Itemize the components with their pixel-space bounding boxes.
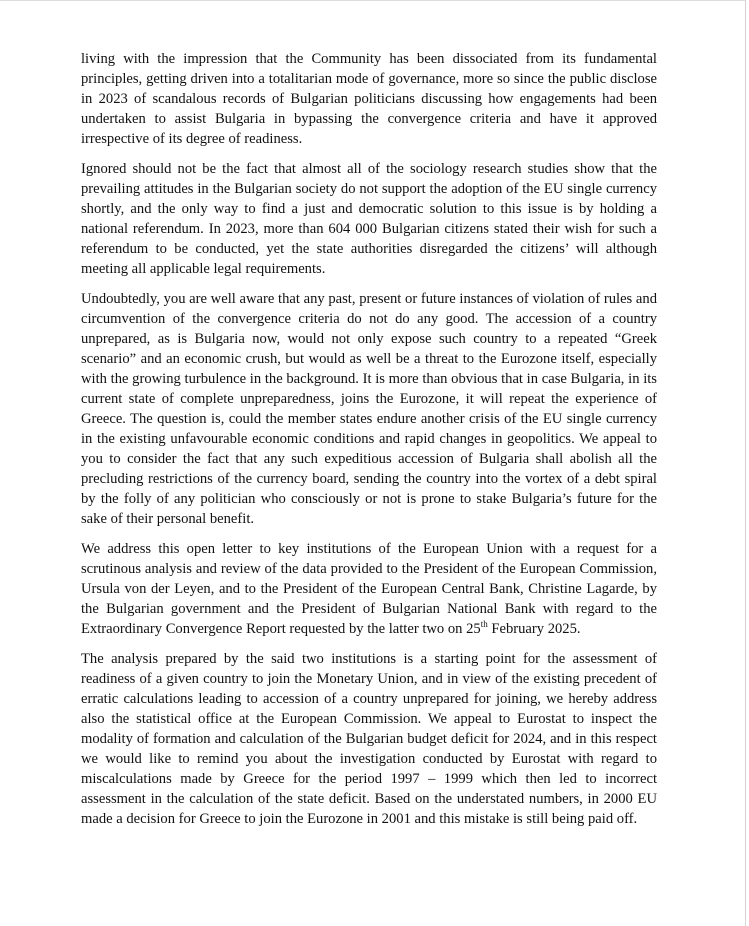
document-body — [81, 49, 657, 839]
paragraph-text: February 2025. — [487, 621, 581, 637]
paragraph-greek-scenario: Undoubtedly, you are well aware that any past, present or future instances of violation of rules and circumvention of the convergence criteria do not do any good. The accession of a country unprepared, as is Bulgaria now, would not only expose such country to a repeated “Greek scenario” and an economic crush, but would as well be a threat to the Eurozone itself, especially with the growing turbulence in the background. It is more than obvious that in case Bulgaria, in its current state of complete unpreparedness, joins the Eurozone, it will repeat the experience of Greece. The question is, could the member states endure another crisis of the EU single currency in the existing unfavourable economic conditions and rapid changes in geopolitics. We appeal to you to consider the fact that any such expeditious accession of Bulgaria shall abolish all the precluding restrictions of the currency board, sending the country into the vortex of a debt spiral by the folly of any politician who consciously or not is prone to stake Bulgaria’s future for the sake of their personal benefit. — [81, 291, 657, 527]
ordinal-suffix: th — [480, 619, 488, 630]
paragraph-open-letter-request — [81, 539, 657, 639]
paragraph-democratic-concerns: living with the impression that the Community has been dissociated from its fundamental principles, getting driven into a totalitarian mode of governance, more so since the public disclose in 2023 of scandalous records of Bulgarian politicians discussing how engagements had been undertaken to assist Bulgaria in bypassing the convergence criteria and have it approved irrespective of its degree of readiness. — [81, 51, 657, 147]
paragraph-text: We address this open letter to key institutions of the European Union with a request for a scrutinous analysis and review of the data provided to the President of the European Commission, Ursula von der Leyen, and to the President of the European Central Bank, Christine Lagarde, by the Bulgarian government and the President of Bulgarian National Bank with regard to the Extraordinary Convergence Report requested by the latter two on 25 — [81, 541, 657, 637]
paragraph-eurostat-appeal: The analysis prepared by the said two institutions is a starting point for the assessment of readiness of a given country to join the Monetary Union, and in view of the existing precedent of erratic calculations leading to accession of a country unprepared for joining, we hereby address also the statistical office at the European Commission. We appeal to Eurostat to inspect the modality of formation and calculation of the Bulgarian budget deficit for 2024, and in this respect we would like to remind you about the investigation conducted by Eurostat with regard to miscalculations made by Greece for the period 1997 – 1999 which then led to incorrect assessment in the calculation of the state deficit. Based on the understated numbers, in 2000 EU made a decision for Greece to join the Eurozone in 2001 and this mistake is still being paid off. — [81, 651, 657, 827]
paragraph-referendum: Ignored should not be the fact that almost all of the sociology research studies show that the prevailing attitudes in the Bulgarian society do not support the adoption of the EU single currency shortly, and the only way to find a just and democratic solution to this issue is by holding a national referendum. In 2023, more than 604 000 Bulgarian citizens stated their wish for such a referendum to be conducted, yet the state authorities disregarded the citizens’ will although meeting all applicable legal requirements. — [81, 161, 657, 277]
